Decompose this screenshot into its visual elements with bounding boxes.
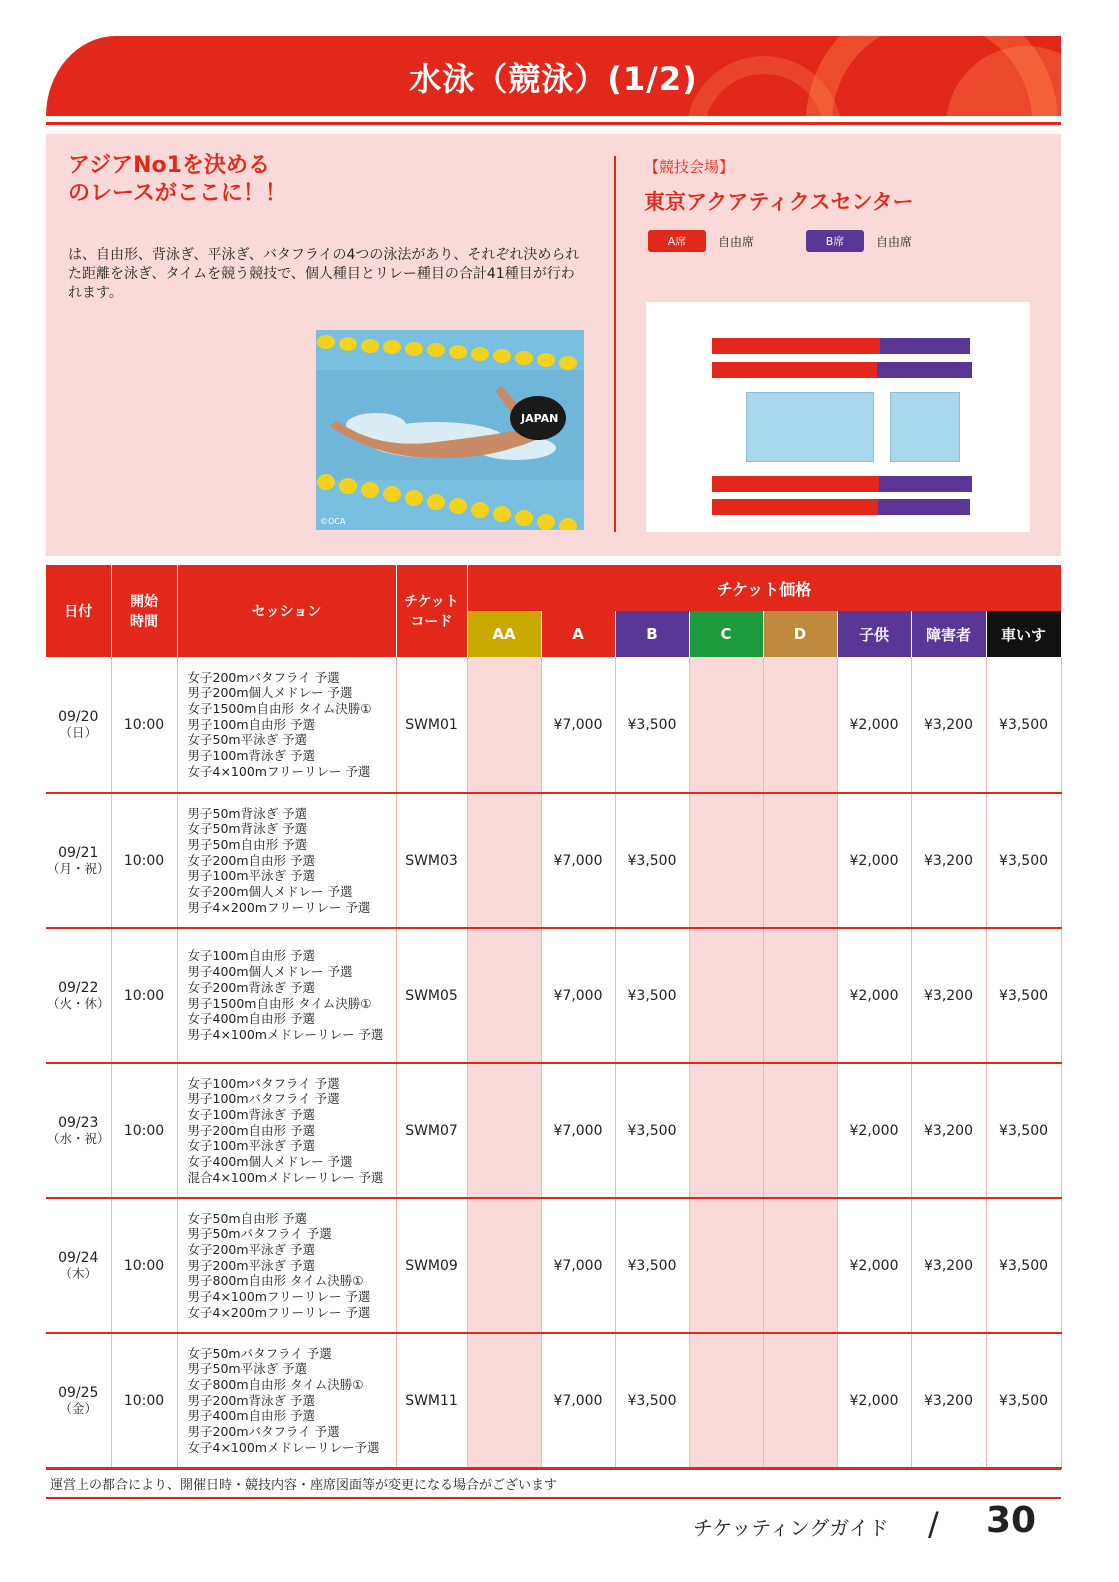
price-cell	[467, 793, 541, 928]
event-item: 男子100m平泳ぎ 予選	[187, 868, 316, 884]
session-events	[177, 1198, 396, 1333]
price-cell: ¥3,200	[911, 1063, 986, 1198]
date-value: 09/25	[58, 1384, 99, 1401]
price-cell: ¥3,500	[986, 793, 1061, 928]
start-time: 10:00	[111, 793, 177, 928]
event-item: 男子200m背泳ぎ 予選	[187, 1392, 316, 1408]
event-item: 女子50m自由形 予選	[187, 1210, 308, 1226]
date-value: 09/21	[58, 844, 99, 861]
session-events	[177, 793, 396, 928]
price-cell: ¥3,500	[615, 793, 689, 928]
price-cell: ¥7,000	[541, 793, 615, 928]
start-time: 10:00	[111, 657, 177, 793]
price-cell: ¥3,500	[615, 1333, 689, 1468]
price-cell	[467, 1333, 541, 1468]
event-item: 男子50m自由形 予選	[187, 836, 308, 852]
legend-label-a: 自由席	[718, 234, 755, 249]
table-row	[46, 928, 1061, 1063]
event-item: 女子100mバタフライ 予選	[187, 1075, 340, 1091]
event-item: 男子400m自由形 予選	[187, 1408, 316, 1424]
price-cell: ¥7,000	[541, 928, 615, 1063]
session-date	[46, 793, 111, 928]
legend-chip-a: A席	[648, 230, 706, 252]
price-cell: ¥3,500	[615, 1063, 689, 1198]
price-cell	[689, 1063, 763, 1198]
price-cell	[763, 793, 837, 928]
event-item: 女子4×200mフリーリレー 予選	[187, 1304, 371, 1320]
venue-tag: 【競技会場】	[644, 158, 735, 176]
event-item: 男子4×100mメドレーリレー 予選	[187, 1026, 384, 1042]
event-item: 女子100m背泳ぎ 予選	[187, 1106, 316, 1122]
price-cell	[689, 928, 763, 1063]
price-cell	[689, 1198, 763, 1333]
seat-row	[712, 362, 972, 378]
event-item: 女子50m背泳ぎ 予選	[187, 821, 308, 837]
title-underline	[46, 122, 1061, 125]
header-start-time: 開始時間	[111, 565, 177, 657]
footer-rule	[46, 1497, 1061, 1499]
price-cell: ¥2,000	[837, 793, 911, 928]
price-cell: ¥3,500	[986, 1333, 1061, 1468]
footer-guide-title: チケッティングガイド	[693, 1516, 889, 1540]
date-value: 09/22	[58, 979, 99, 996]
header-ticket-price: チケット価格	[467, 565, 1061, 611]
event-item: 女子4×100mメドレーリレー予選	[187, 1439, 380, 1455]
price-cell: ¥7,000	[541, 657, 615, 793]
ticket-code: SWM07	[396, 1063, 467, 1198]
price-cell: ¥3,200	[911, 928, 986, 1063]
price-cell	[467, 657, 541, 793]
page-number: 30	[986, 1500, 1037, 1541]
event-item: 女子50mバタフライ 予選	[187, 1345, 332, 1361]
price-cell: ¥3,500	[615, 1198, 689, 1333]
ticket-code: SWM09	[396, 1198, 467, 1333]
event-item: 男子200mバタフライ 予選	[187, 1424, 340, 1440]
price-cell: ¥7,000	[541, 1198, 615, 1333]
price-column-header: D	[763, 611, 837, 657]
event-item: 男子200m個人メドレー 予選	[187, 685, 353, 701]
start-time: 10:00	[111, 1198, 177, 1333]
start-time: 10:00	[111, 928, 177, 1063]
price-cell: ¥3,500	[986, 1063, 1061, 1198]
session-date	[46, 1063, 111, 1198]
catch-line-1: アジアNo1を決める	[68, 153, 270, 178]
date-value: 09/20	[58, 708, 99, 725]
event-item: 男子200m自由形 予選	[187, 1122, 316, 1138]
price-cell: ¥3,200	[911, 657, 986, 793]
header-ticket-code: チケットコード	[396, 565, 467, 657]
event-item: 女子100m自由形 予選	[187, 948, 316, 964]
price-cell: ¥7,000	[541, 1063, 615, 1198]
table-row	[46, 657, 1061, 793]
price-column-header: A	[541, 611, 615, 657]
price-cell	[467, 928, 541, 1063]
seat-legend	[648, 230, 964, 252]
date-value: 09/24	[58, 1249, 99, 1266]
header-date: 日付	[46, 565, 111, 657]
swimmer-photo	[316, 330, 584, 530]
intro-panel	[46, 134, 1061, 556]
event-item: 女子200m自由形 予選	[187, 852, 316, 868]
event-item: 男子800m自由形 タイム決勝①	[187, 1273, 364, 1289]
price-column-header: 子供	[837, 611, 911, 657]
table-row	[46, 793, 1061, 928]
event-item: 女子200m背泳ぎ 予選	[187, 979, 316, 995]
header-session: セッション	[177, 565, 396, 657]
event-item: 男子4×100mフリーリレー 予選	[187, 1289, 371, 1305]
price-cell	[763, 657, 837, 793]
table-row	[46, 1063, 1061, 1198]
event-item: 男子4×200mフリーリレー 予選	[187, 899, 371, 915]
event-item: 男子200m平泳ぎ 予選	[187, 1257, 316, 1273]
table-row	[46, 1333, 1061, 1468]
event-item: 女子100m平泳ぎ 予選	[187, 1138, 316, 1154]
session-events	[177, 1063, 396, 1198]
price-cell: ¥3,200	[911, 793, 986, 928]
ticket-table	[46, 565, 1062, 1469]
sport-description: は、自由形、背泳ぎ、平泳ぎ、バタフライの4つの泳法があり、それぞれ決められた距離を泳ぎ、タイムを競う競技で、個人種目とリレー種目の合計41種目が行われます。	[68, 247, 580, 301]
price-cell: ¥2,000	[837, 1198, 911, 1333]
footer-slash: /	[928, 1505, 939, 1543]
price-cell	[689, 793, 763, 928]
catch-copy	[68, 152, 287, 208]
ticket-code: SWM11	[396, 1333, 467, 1468]
start-time: 10:00	[111, 1333, 177, 1468]
price-column-header: C	[689, 611, 763, 657]
event-item: 女子200mバタフライ 予選	[187, 669, 340, 685]
price-cell: ¥3,500	[615, 928, 689, 1063]
session-events	[177, 657, 396, 793]
event-item: 女子1500m自由形 タイム決勝①	[187, 700, 372, 716]
event-item: 女子4×100mフリーリレー 予選	[187, 763, 371, 779]
ticket-code: SWM05	[396, 928, 467, 1063]
price-cell	[763, 1198, 837, 1333]
price-column-header: B	[615, 611, 689, 657]
event-item: 男子100mバタフライ 予選	[187, 1091, 340, 1107]
event-item: 女子400m個人メドレー 予選	[187, 1154, 353, 1170]
session-date	[46, 1333, 111, 1468]
price-cell	[689, 657, 763, 793]
price-cell: ¥3,200	[911, 1198, 986, 1333]
start-time: 10:00	[111, 1063, 177, 1198]
session-events	[177, 928, 396, 1063]
date-value: 09/23	[58, 1114, 99, 1131]
venue-name: 東京アクアティクスセンター	[644, 190, 914, 214]
event-item: 男子400m個人メドレー 予選	[187, 964, 353, 980]
day-of-week: （金）	[59, 1400, 97, 1416]
price-column-header: AA	[467, 611, 541, 657]
day-of-week: （水・祝）	[47, 1130, 110, 1146]
session-date	[46, 1198, 111, 1333]
price-cell: ¥3,500	[986, 928, 1061, 1063]
session-date	[46, 928, 111, 1063]
seat-map	[646, 302, 1030, 532]
price-cell	[467, 1198, 541, 1333]
table-bottom-rule	[46, 1468, 1061, 1470]
event-item: 男子100m背泳ぎ 予選	[187, 748, 316, 764]
price-cell	[467, 1063, 541, 1198]
price-cell: ¥2,000	[837, 928, 911, 1063]
ticket-code: SWM01	[396, 657, 467, 793]
cap-text: JAPAN	[521, 412, 559, 425]
session-events	[177, 1333, 396, 1468]
catch-line-2: のレースがここに！！	[68, 181, 287, 206]
event-item: 男子50m平泳ぎ 予選	[187, 1361, 308, 1377]
price-cell: ¥3,200	[911, 1333, 986, 1468]
event-item: 女子200m個人メドレー 予選	[187, 884, 353, 900]
price-cell: ¥2,000	[837, 1063, 911, 1198]
price-cell	[763, 1063, 837, 1198]
event-item: 女子200m平泳ぎ 予選	[187, 1241, 316, 1257]
event-item: 女子800m自由形 タイム決勝①	[187, 1376, 364, 1392]
session-date	[46, 657, 111, 793]
table-row	[46, 1198, 1061, 1333]
page-title: 水泳（競泳）(1/2)	[409, 60, 698, 98]
change-notice: 運営上の都合により、開催日時・競技内容・座席図面等が変更になる場合がございます	[50, 1478, 558, 1493]
seat-row	[712, 499, 970, 515]
day-of-week: （月・祝）	[47, 860, 110, 876]
day-of-week: （日）	[59, 724, 97, 740]
event-item: 男子100m自由形 予選	[187, 716, 316, 732]
title-banner	[46, 36, 1061, 116]
event-item: 男子1500m自由形 タイム決勝①	[187, 995, 372, 1011]
seat-row	[712, 476, 972, 492]
day-of-week: （火・休）	[47, 995, 110, 1011]
diving-pool	[890, 392, 960, 462]
price-cell: ¥2,000	[837, 657, 911, 793]
price-cell: ¥2,000	[837, 1333, 911, 1468]
legend-label-b: 自由席	[876, 234, 913, 249]
price-column-header: 障害者	[911, 611, 986, 657]
price-cell: ¥3,500	[986, 657, 1061, 793]
price-cell	[763, 1333, 837, 1468]
day-of-week: （木）	[59, 1265, 97, 1281]
photo-credit: ©OCA	[320, 517, 346, 526]
price-cell: ¥3,500	[986, 1198, 1061, 1333]
seat-row	[712, 338, 970, 354]
event-item: 男子50mバタフライ 予選	[187, 1226, 332, 1242]
price-cell	[689, 1333, 763, 1468]
event-item: 女子400m自由形 予選	[187, 1011, 316, 1027]
legend-chip-b: B席	[806, 230, 864, 252]
event-item: 女子50m平泳ぎ 予選	[187, 732, 308, 748]
price-column-header: 車いす	[986, 611, 1061, 657]
event-item: 混合4×100mメドレーリレー 予選	[187, 1169, 384, 1185]
price-cell: ¥3,500	[615, 657, 689, 793]
panel-divider	[614, 156, 616, 532]
price-cell	[763, 928, 837, 1063]
ticket-code: SWM03	[396, 793, 467, 928]
event-item: 男子50m背泳ぎ 予選	[187, 805, 308, 821]
main-pool	[746, 392, 874, 462]
price-cell: ¥7,000	[541, 1333, 615, 1468]
